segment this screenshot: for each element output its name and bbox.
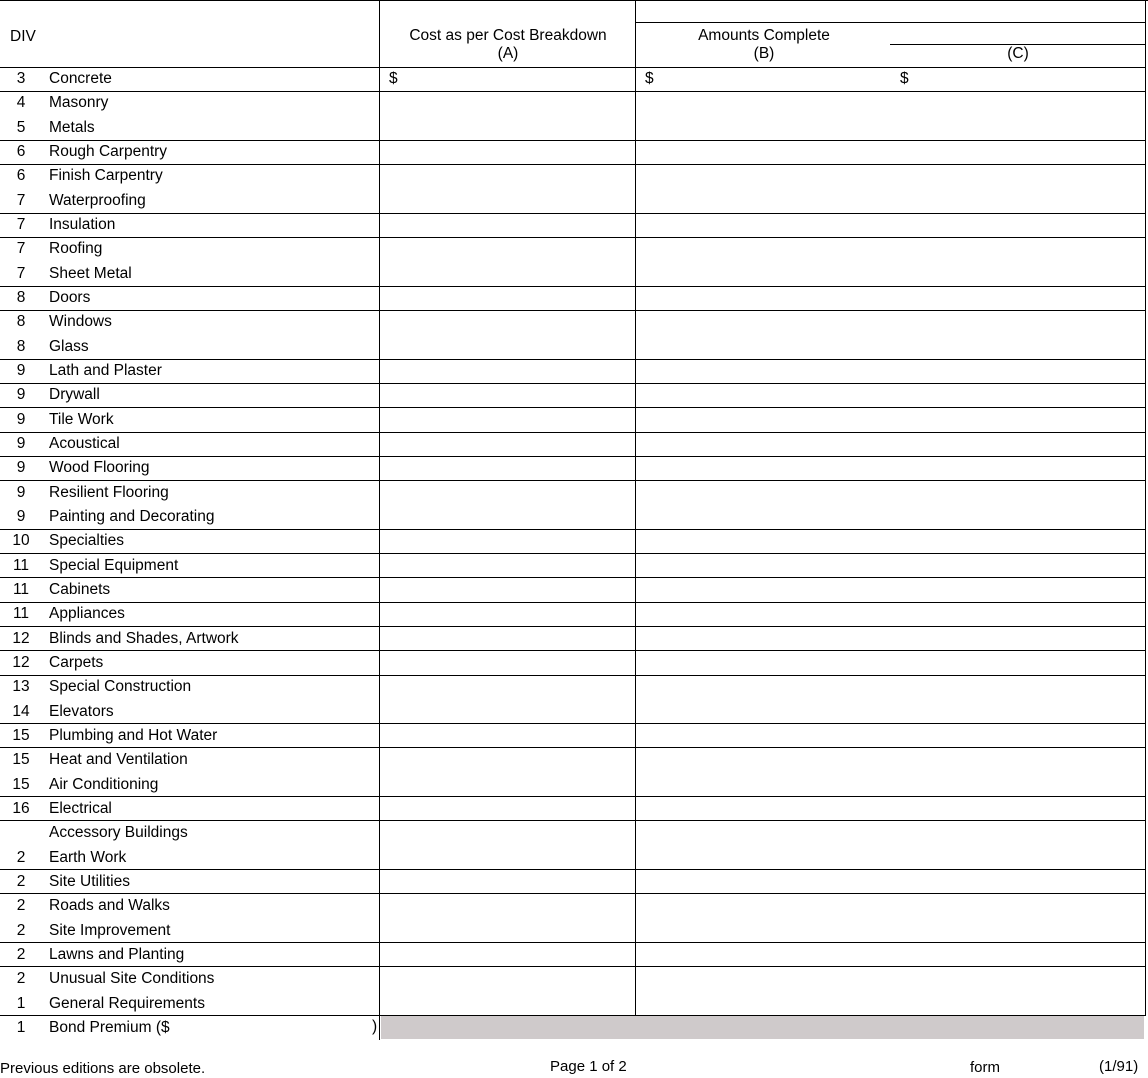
row-item-label: General Requirements [49,995,205,1012]
row-div-number: 9 [16,508,26,525]
row-item-label: Masonry [49,94,109,111]
form-top-border [0,0,1148,1]
row-item-label: Finish Carpentry [49,167,163,184]
row-div-number: 2 [16,849,26,866]
column-a-title: Cost as per Cost Breakdown [409,27,607,44]
row-item-label: Metals [49,119,95,136]
row-item-label: Blinds and Shades, Artwork [49,630,239,647]
row-div-number: 9 [16,484,26,501]
row-item-label: Sheet Metal [49,265,132,282]
row-item-label: Lawns and Planting [49,946,185,963]
row-div-number: 9 [16,411,26,428]
column-b-title: Amounts Complete [698,27,830,44]
row-div-number: 9 [16,386,26,403]
footer-form-label: form [970,1059,1000,1076]
row-item-label: Accessory Buildings [49,824,188,841]
row-separator-line [0,602,1146,603]
row-separator-line [0,869,1146,870]
row-div-number: 4 [16,94,26,111]
row-item-label: Appliances [49,605,125,622]
row-separator-line [0,407,1146,408]
row-div-number: 7 [16,192,26,209]
row-item-label: Acoustical [49,435,120,452]
row-div-number: 13 [12,678,30,695]
row-div-number: 7 [16,216,26,233]
row-div-number: 7 [16,265,26,282]
row-item-label: Site Utilities [49,873,130,890]
currency-symbol-c: $ [900,70,909,87]
row-item-label: Tile Work [49,411,114,428]
row-item-label: Elevators [49,703,114,720]
row-div-number: 14 [12,703,30,720]
row-div-number: 10 [12,532,30,549]
row-div-number: 12 [12,654,30,671]
row-div-number: 2 [16,873,26,890]
row-separator-line [0,140,1146,141]
row-div-number: 9 [16,362,26,379]
row-div-number: 5 [16,119,26,136]
right-border [1145,0,1146,1016]
row-separator-line [0,310,1146,311]
row-item-label: Drywall [49,386,100,403]
row-div-number: 12 [12,630,30,647]
currency-symbol-a: $ [389,70,398,87]
row-separator-line [0,1015,1146,1016]
row-separator-line [0,796,1146,797]
row-item-label: Earth Work [49,849,127,866]
row-div-number: 6 [16,167,26,184]
footer-obsolete-note: Previous editions are obsolete. [0,1060,206,1077]
row-div-number: 15 [12,727,30,744]
row-item-label: Heat and Ventilation [49,751,188,768]
row-separator-line [0,286,1146,287]
footer-page-number: Page 1 of 2 [550,1058,627,1075]
row-separator-line [0,432,1146,433]
row-div-number: 8 [16,289,26,306]
footer-revision: (1/91) [1099,1058,1139,1075]
row-separator-line [0,577,1146,578]
row-separator-line [0,529,1146,530]
row-div-number: 2 [16,922,26,939]
row-separator-line [0,966,1146,967]
row-item-label: Painting and Decorating [49,508,215,525]
row-item-label: Plumbing and Hot Water [49,727,218,744]
row-separator-line [0,237,1146,238]
row-div-number: 9 [16,435,26,452]
row-separator-line [0,91,1146,92]
div-column-header: DIV [10,28,36,45]
row-item-label: Waterproofing [49,192,146,209]
row-item-label: Special Equipment [49,557,179,574]
row-div-number: 8 [16,313,26,330]
row-separator-line [0,553,1146,554]
row-separator-line [0,723,1146,724]
row-separator-line [0,213,1146,214]
row-div-number: 1 [16,995,26,1012]
row-item-label: Lath and Plaster [49,362,162,379]
row-div-number: 8 [16,338,26,355]
column-c-letter: (C) [1007,45,1029,62]
row-div-number: 11 [12,605,30,622]
amounts-header-rule [636,22,1146,23]
row-item-label: Site Improvement [49,922,171,939]
row-item-label: Concrete [49,70,112,87]
row-div-number: 6 [16,143,26,160]
row-div-number: 2 [16,946,26,963]
currency-symbol-b: $ [645,70,654,87]
row-item-label: Unusual Site Conditions [49,970,215,987]
row-item-label: Bond Premium ($ [49,1019,170,1036]
row-item-label: Special Construction [49,678,192,695]
row-div-number: 7 [16,240,26,257]
row-item-label: Windows [49,313,112,330]
row-item-label: Insulation [49,216,116,233]
row-div-number: 9 [16,459,26,476]
row-item-label: Resilient Flooring [49,484,169,501]
row-separator-line [0,820,1146,821]
row-item-label: Wood Flooring [49,459,150,476]
row-item-label: Doors [49,289,91,306]
column-a-letter: (A) [497,45,519,62]
row-separator-line [0,650,1146,651]
column-b-letter: (B) [753,45,775,62]
header-bottom-rule [0,67,1146,68]
row-item-label: Electrical [49,800,112,817]
row-item-label: Roads and Walks [49,897,170,914]
row-separator-line [0,893,1146,894]
row-div-number: 3 [16,70,26,87]
row-div-number: 16 [12,800,30,817]
row-item-label: Carpets [49,654,104,671]
row-div-number: 1 [16,1019,26,1036]
row-separator-line [0,942,1146,943]
row-separator-line [0,164,1146,165]
row-div-number: 15 [12,751,30,768]
row-div-number: 2 [16,897,26,914]
row-separator-line [0,456,1146,457]
row-item-label: Cabinets [49,581,111,598]
row-div-number: 2 [16,970,26,987]
row-div-number: 11 [12,581,30,598]
bond-premium-close-paren: ) [372,1018,378,1035]
bond-premium-shaded-cell [381,1016,1144,1039]
row-separator-line [0,480,1146,481]
row-div-number: 15 [12,776,30,793]
row-separator-line [0,383,1146,384]
column-c-header-rule [890,44,1146,45]
row-item-label: Specialties [49,532,124,549]
column-b-divider [635,0,636,1016]
row-separator-line [0,675,1146,676]
row-item-label: Roofing [49,240,103,257]
row-separator-line [0,626,1146,627]
column-a-divider [379,0,380,1040]
row-separator-line [0,747,1146,748]
row-item-label: Air Conditioning [49,776,159,793]
row-separator-line [0,359,1146,360]
row-item-label: Glass [49,338,89,355]
row-item-label: Rough Carpentry [49,143,168,160]
row-div-number: 11 [12,557,30,574]
